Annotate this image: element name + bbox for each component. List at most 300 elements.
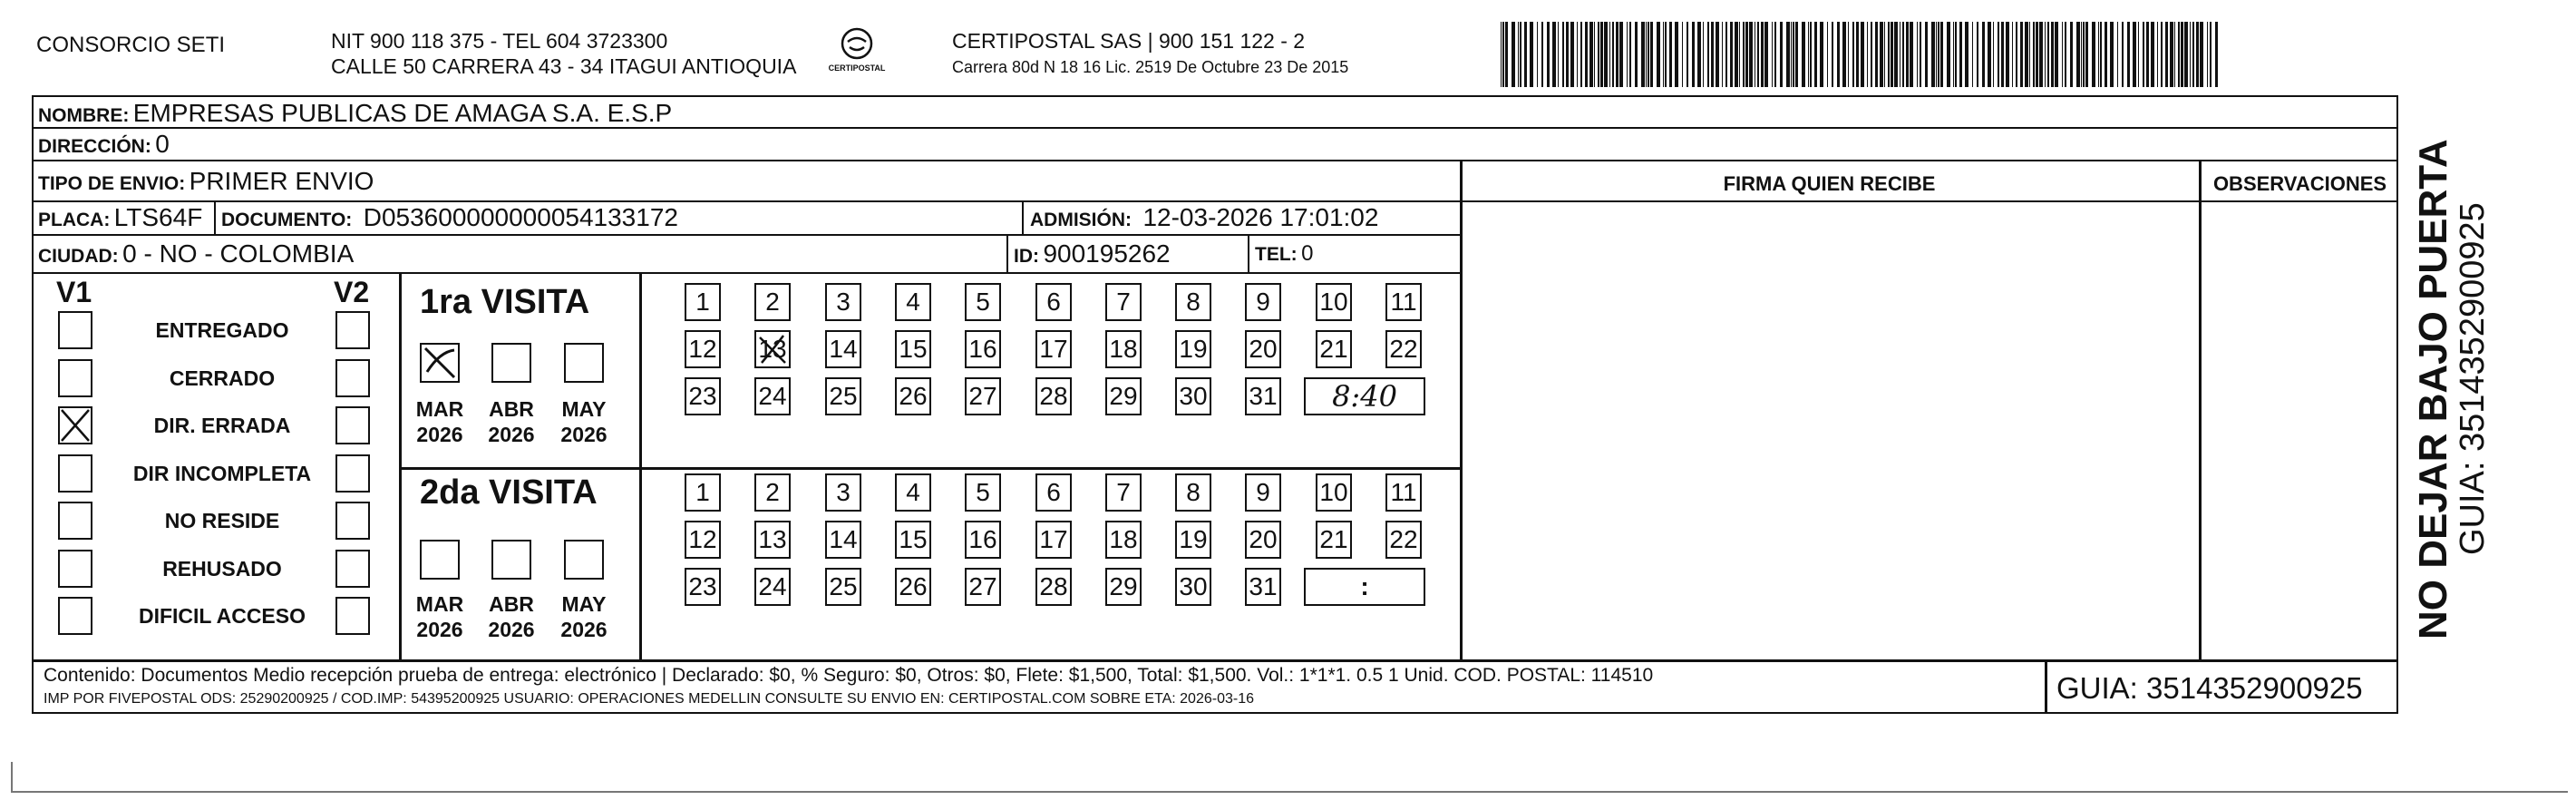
barcode-bar	[2133, 22, 2136, 87]
day-box[interactable]	[685, 521, 721, 559]
barcode-bar	[1505, 22, 1508, 87]
day-box[interactable]	[965, 568, 1001, 606]
status-option-label: DIR. ERRADA	[153, 414, 291, 437]
first-visit-title: 1ra VISITA	[420, 283, 590, 321]
barcode-bar	[2085, 22, 2088, 87]
barcode-bar	[1848, 22, 1849, 87]
barcode-bar	[1537, 22, 1538, 87]
day-number: 11	[1390, 288, 1417, 316]
barcode-bar	[2055, 22, 2058, 87]
consorcio-name: CONSORCIO SETI	[36, 33, 226, 57]
barcode-bar	[2210, 22, 2211, 87]
day-box[interactable]	[1035, 473, 1072, 512]
day-number: 24	[758, 572, 787, 600]
barcode-bar	[2020, 22, 2023, 87]
barcode-bar	[1764, 22, 1768, 87]
barcode-bar	[2127, 22, 2130, 87]
day-box[interactable]	[895, 330, 931, 368]
month-label	[480, 591, 543, 642]
barcode-bar	[1808, 22, 1809, 87]
barcode-bar	[2146, 22, 2149, 87]
day-number: 23	[688, 572, 717, 600]
barcode-bar	[1920, 22, 1921, 87]
barcode-bar	[1852, 22, 1854, 87]
day-box[interactable]	[1175, 330, 1211, 368]
day-box[interactable]	[965, 330, 1001, 368]
v2-checkbox[interactable]	[335, 359, 370, 397]
day-box[interactable]	[895, 568, 931, 606]
barcode-bar	[1716, 22, 1719, 87]
barcode-bar	[2151, 22, 2154, 87]
tipo-envio-label: TIPO DE ENVIO:	[38, 173, 186, 194]
barcode-bar	[2033, 22, 2035, 87]
v2-checkbox[interactable]	[335, 502, 370, 540]
day-box[interactable]	[1245, 568, 1281, 606]
guia-box: GUIA: 3514352900925	[2056, 671, 2363, 705]
barcode-bar	[1512, 22, 1515, 87]
day-box[interactable]	[1105, 473, 1142, 512]
day-box[interactable]	[685, 330, 721, 368]
v1-checkbox[interactable]	[58, 359, 92, 397]
day-box[interactable]	[754, 330, 791, 368]
barcode-bar	[1558, 22, 1559, 87]
day-box[interactable]	[1385, 521, 1422, 559]
day-box[interactable]	[1245, 521, 1281, 559]
barcode-bar	[1711, 22, 1714, 87]
day-number: 21	[1319, 525, 1348, 553]
barcode	[1501, 22, 2226, 87]
day-box[interactable]	[1105, 283, 1142, 321]
v1-checkbox[interactable]	[58, 597, 92, 635]
check-x-icon	[422, 345, 458, 381]
month-year: 2026	[560, 423, 608, 446]
day-number: 24	[758, 382, 787, 410]
documento-label: DOCUMENTO:	[221, 210, 353, 230]
admision-label: ADMISIÓN:	[1030, 210, 1132, 230]
day-number: 4	[906, 288, 920, 316]
day-box[interactable]	[1175, 377, 1211, 415]
barcode-bar	[1757, 22, 1759, 87]
day-number: 15	[899, 525, 928, 553]
time-box[interactable]	[1304, 568, 1425, 606]
day-box[interactable]	[1175, 473, 1211, 512]
month-year: 2026	[488, 423, 535, 446]
barcode-bar	[1547, 22, 1550, 87]
admision-value: 12-03-2026 17:01:02	[1142, 203, 1379, 231]
v1-checkbox[interactable]	[58, 311, 92, 349]
day-number: 16	[968, 335, 997, 363]
barcode-bar	[1814, 22, 1817, 87]
day-number: 16	[968, 525, 997, 553]
month-checkbox[interactable]	[420, 343, 460, 383]
day-number: 1	[695, 288, 710, 316]
status-option-label: NO RESIDE	[164, 509, 280, 532]
barcode-bar	[1604, 22, 1608, 87]
month-checkbox[interactable]	[564, 343, 604, 383]
day-number: 2	[765, 478, 780, 506]
barcode-bar	[1810, 22, 1812, 87]
v2-checkbox[interactable]	[335, 454, 370, 493]
barcode-bar	[2165, 22, 2168, 87]
barcode-bar	[2100, 22, 2102, 87]
barcode-bar	[1947, 22, 1950, 87]
day-number: 9	[1256, 478, 1270, 506]
day-box[interactable]	[825, 330, 861, 368]
day-box[interactable]	[1316, 330, 1352, 368]
barcode-bar	[1739, 22, 1740, 87]
barcode-bar	[2062, 22, 2063, 87]
day-number: 30	[1179, 382, 1208, 410]
barcode-bar	[1820, 22, 1823, 87]
tel-label: TEL:	[1255, 244, 1298, 265]
day-box[interactable]	[1105, 330, 1142, 368]
month-label	[552, 396, 616, 447]
v1-checkbox[interactable]	[58, 502, 92, 540]
barcode-bar	[2029, 22, 2030, 87]
check-x-icon	[60, 408, 91, 443]
barcode-bar	[1520, 22, 1521, 87]
barcode-bar	[1856, 22, 1859, 87]
placa-label: PLACA:	[38, 210, 111, 230]
barcode-bar	[1665, 22, 1667, 87]
barcode-bar	[2181, 22, 2183, 87]
barcode-bar	[2143, 22, 2144, 87]
day-box[interactable]	[965, 377, 1001, 415]
barcode-bar	[1585, 22, 1588, 87]
barcode-bar	[1936, 22, 1937, 87]
barcode-bar	[1663, 22, 1664, 87]
status-option-label: REHUSADO	[162, 557, 282, 580]
barcode-bar	[2045, 22, 2046, 87]
day-box[interactable]	[1175, 568, 1211, 606]
barcode-bar	[1641, 22, 1645, 87]
id-value: 900195262	[1043, 239, 1171, 268]
day-number: 13	[758, 335, 787, 363]
barcode-bar	[2170, 22, 2173, 87]
barcode-bar	[2138, 22, 2139, 87]
barcode-bar	[2065, 22, 2066, 87]
barcode-bar	[2161, 22, 2163, 87]
placa-value: LTS64F	[113, 203, 203, 231]
day-number: 26	[899, 572, 928, 600]
documento-value: D053600000000054133172	[363, 203, 678, 231]
month-checkbox[interactable]	[491, 343, 531, 383]
day-number: 22	[1389, 335, 1418, 363]
nombre-value: EMPRESAS PUBLICAS DE AMAGA S.A. E.S.P	[132, 99, 673, 127]
scan-line	[11, 762, 13, 793]
barcode-bar	[1888, 22, 1890, 87]
barcode-bar	[2196, 22, 2199, 87]
barcode-bar	[1772, 22, 1773, 87]
day-number: 27	[968, 382, 997, 410]
day-box[interactable]	[685, 283, 721, 321]
day-box[interactable]	[1385, 330, 1422, 368]
day-number: 14	[829, 335, 858, 363]
barcode-bar	[1707, 22, 1709, 87]
barcode-bar	[1524, 22, 1527, 87]
day-box[interactable]	[895, 283, 931, 321]
month-year: 2026	[488, 618, 535, 641]
barcode-bar	[2157, 22, 2158, 87]
barcode-bar	[1884, 22, 1885, 87]
v2-checkbox[interactable]	[335, 597, 370, 635]
barcode-bar	[1931, 22, 1935, 87]
barcode-bar	[1749, 22, 1753, 87]
barcode-bar	[1743, 22, 1745, 87]
day-number: 25	[829, 382, 858, 410]
barcode-bar	[2178, 22, 2180, 87]
day-box[interactable]	[1105, 377, 1142, 415]
month-label	[552, 591, 616, 642]
barcode-bar	[1894, 22, 1898, 87]
barcode-bar	[1802, 22, 1805, 87]
barcode-bar	[1917, 22, 1918, 87]
barcode-bar	[1832, 22, 1833, 87]
barcode-bar	[1635, 22, 1638, 87]
day-box[interactable]	[685, 473, 721, 512]
day-number: 26	[899, 382, 928, 410]
day-box[interactable]	[965, 521, 1001, 559]
day-number: 20	[1249, 335, 1278, 363]
status-option-label: DIR INCOMPLETA	[132, 462, 312, 485]
day-number: 5	[976, 478, 990, 506]
day-box[interactable]	[1316, 521, 1352, 559]
day-box[interactable]	[895, 473, 931, 512]
nit-line: NIT 900 118 375 - TEL 604 3723300	[331, 29, 668, 53]
barcode-bar	[2215, 22, 2218, 87]
scan-line	[11, 791, 2568, 793]
barcode-bar	[1616, 22, 1619, 87]
day-box[interactable]	[1035, 521, 1072, 559]
second-visit-title: 2da VISITA	[420, 473, 598, 512]
day-box[interactable]	[1245, 377, 1281, 415]
day-box[interactable]	[1175, 283, 1211, 321]
direccion-label: DIRECCIÓN:	[38, 136, 151, 157]
direccion-value: 0	[155, 130, 170, 158]
barcode-bar	[1791, 22, 1792, 87]
side-guia: GUIA: 3514352900925	[2454, 202, 2492, 555]
day-number: 7	[1116, 478, 1131, 506]
month-name: MAY	[561, 592, 607, 616]
day-box[interactable]	[825, 473, 861, 512]
day-box[interactable]	[1035, 377, 1072, 415]
day-number: 10	[1319, 478, 1348, 506]
barcode-bar	[2025, 22, 2028, 87]
firma-label: FIRMA QUIEN RECIBE	[1723, 172, 1936, 195]
day-number: 19	[1179, 525, 1208, 553]
logo-text: CERTIPOSTAL	[828, 63, 886, 73]
day-number: 14	[829, 525, 858, 553]
barcode-bar	[2207, 22, 2208, 87]
barcode-bar	[1938, 22, 1939, 87]
day-box[interactable]	[754, 521, 791, 559]
barcode-bar	[1697, 22, 1701, 87]
barcode-bar	[1687, 22, 1688, 87]
day-box[interactable]	[1385, 283, 1422, 321]
day-box[interactable]	[1105, 521, 1142, 559]
license-line: Carrera 80d N 18 16 Lic. 2519 De Octubre 23 De 2015	[952, 58, 1349, 76]
barcode-bar	[2117, 22, 2118, 87]
day-number: 29	[1109, 572, 1138, 600]
day-box[interactable]	[1105, 568, 1142, 606]
barcode-bar	[1998, 22, 1999, 87]
certipostal-line: CERTIPOSTAL SAS | 900 151 122 - 2	[952, 29, 1306, 53]
barcode-bar	[2001, 22, 2004, 87]
v1-checkbox[interactable]	[58, 550, 92, 588]
barcode-bar	[2012, 22, 2013, 87]
barcode-bar	[1612, 22, 1614, 87]
day-box[interactable]	[685, 568, 721, 606]
barcode-bar	[1906, 22, 1909, 87]
month-label	[408, 591, 471, 642]
barcode-bar	[1627, 22, 1628, 87]
barcode-bar	[1725, 22, 1727, 87]
day-number: 17	[1039, 525, 1068, 553]
month-checkbox[interactable]	[564, 540, 604, 580]
day-number: 7	[1116, 288, 1131, 316]
status-option-label: DIFICIL ACCESO	[138, 604, 306, 628]
ciudad-value: 0 - NO - COLOMBIA	[122, 239, 355, 268]
barcode-bar	[2081, 22, 2082, 87]
day-number: 9	[1256, 288, 1270, 316]
day-box[interactable]	[685, 377, 721, 415]
barcode-bar	[1619, 22, 1623, 87]
barcode-bar	[1577, 22, 1578, 87]
barcode-bar	[2039, 22, 2043, 87]
address-line: CALLE 50 CARRERA 43 - 34 ITAGUI ANTIOQUIA	[331, 54, 797, 78]
barcode-bar	[1786, 22, 1790, 87]
day-box[interactable]	[895, 377, 931, 415]
day-number: 13	[758, 525, 787, 553]
day-box[interactable]	[1316, 283, 1352, 321]
day-number: 30	[1179, 572, 1208, 600]
day-box[interactable]	[825, 568, 861, 606]
barcode-bar	[2006, 22, 2009, 87]
barcode-bar	[1955, 22, 1957, 87]
barcode-bar	[1965, 22, 1968, 87]
day-box[interactable]	[754, 473, 791, 512]
barcode-bar	[1940, 22, 1943, 87]
month-name: MAR	[415, 397, 464, 421]
barcode-bar	[1959, 22, 1962, 87]
day-number: 22	[1389, 525, 1418, 553]
barcode-bar	[1867, 22, 1868, 87]
day-number: 17	[1039, 335, 1068, 363]
v2-checkbox[interactable]	[335, 406, 370, 444]
day-box[interactable]	[825, 377, 861, 415]
barcode-bar	[2016, 22, 2017, 87]
barcode-bar	[1880, 22, 1883, 87]
day-number: 11	[1390, 478, 1417, 506]
contenido-line: Contenido: Documentos Medio recepción prueba de entrega: electrónico | Declarado: $0, % Seguro: $0, Otros: $0, Flete: $1,500, Total: $1,500. Vol.: 1*1*1. 0.5 1 Unid. COD. POSTAL: 114510	[44, 665, 1654, 686]
day-box[interactable]	[754, 568, 791, 606]
barcode-bar	[1925, 22, 1928, 87]
day-number: 8	[1186, 288, 1201, 316]
barcode-bar	[2192, 22, 2194, 87]
barcode-bar	[1502, 22, 1504, 87]
v2-checkbox[interactable]	[335, 311, 370, 349]
day-box[interactable]	[1385, 473, 1422, 512]
tipo-envio-value: PRIMER ENVIO	[189, 167, 374, 195]
day-box[interactable]	[965, 283, 1001, 321]
ciudad-label: CIUDAD:	[38, 246, 119, 267]
day-box[interactable]	[1035, 568, 1072, 606]
day-box[interactable]	[895, 521, 931, 559]
barcode-bar	[1552, 22, 1556, 87]
month-checkbox[interactable]	[420, 540, 460, 580]
barcode-bar	[1692, 22, 1695, 87]
v2-checkbox[interactable]	[335, 550, 370, 588]
barcode-bar	[2098, 22, 2099, 87]
barcode-bar	[1600, 22, 1603, 87]
barcode-bar	[1977, 22, 1978, 87]
barcode-bar	[2076, 22, 2080, 87]
time-value: :	[1360, 572, 1369, 600]
day-box[interactable]	[825, 283, 861, 321]
day-number: 18	[1109, 525, 1138, 553]
barcode-bar	[1774, 22, 1776, 87]
day-box[interactable]	[825, 521, 861, 559]
barcode-bar	[1793, 22, 1794, 87]
month-checkbox[interactable]	[491, 540, 531, 580]
day-box[interactable]	[1316, 473, 1352, 512]
barcode-bar	[1735, 22, 1738, 87]
barcode-bar	[1780, 22, 1783, 87]
day-box[interactable]	[754, 377, 791, 415]
id-label: ID:	[1014, 246, 1039, 267]
barcode-bar	[2184, 22, 2188, 87]
day-box[interactable]	[1035, 330, 1072, 368]
day-box[interactable]	[754, 283, 791, 321]
barcode-bar	[1629, 22, 1631, 87]
barcode-bar	[1730, 22, 1733, 87]
time-box[interactable]	[1304, 377, 1425, 415]
month-name: ABR	[489, 397, 534, 421]
month-name: ABR	[489, 592, 534, 616]
day-box[interactable]	[1035, 283, 1072, 321]
barcode-bar	[1875, 22, 1878, 87]
barcode-bar	[1650, 22, 1653, 87]
v1-checkbox[interactable]	[58, 406, 92, 444]
barcode-bar	[1745, 22, 1748, 87]
tel-value: 0	[1301, 241, 1314, 266]
day-box[interactable]	[1245, 330, 1281, 368]
month-label	[480, 396, 543, 447]
month-name: MAY	[561, 397, 607, 421]
month-year: 2026	[416, 423, 463, 446]
barcode-bar	[1795, 22, 1798, 87]
barcode-bar	[1871, 22, 1872, 87]
v1-checkbox[interactable]	[58, 454, 92, 493]
day-box[interactable]	[1245, 473, 1281, 512]
barcode-bar	[1657, 22, 1660, 87]
day-number: 3	[836, 478, 851, 506]
barcode-bar	[1682, 22, 1683, 87]
barcode-bar	[1837, 22, 1840, 87]
time-value: 8:40	[1332, 379, 1397, 414]
barcode-bar	[1953, 22, 1954, 87]
day-box[interactable]	[965, 473, 1001, 512]
day-number: 31	[1249, 382, 1278, 410]
day-number: 12	[688, 335, 717, 363]
barcode-bar	[1891, 22, 1893, 87]
barcode-bar	[2105, 22, 2107, 87]
barcode-bar	[1562, 22, 1564, 87]
day-box[interactable]	[1175, 521, 1211, 559]
barcode-bar	[1761, 22, 1764, 87]
barcode-bar	[2092, 22, 2095, 87]
day-box[interactable]	[1245, 283, 1281, 321]
